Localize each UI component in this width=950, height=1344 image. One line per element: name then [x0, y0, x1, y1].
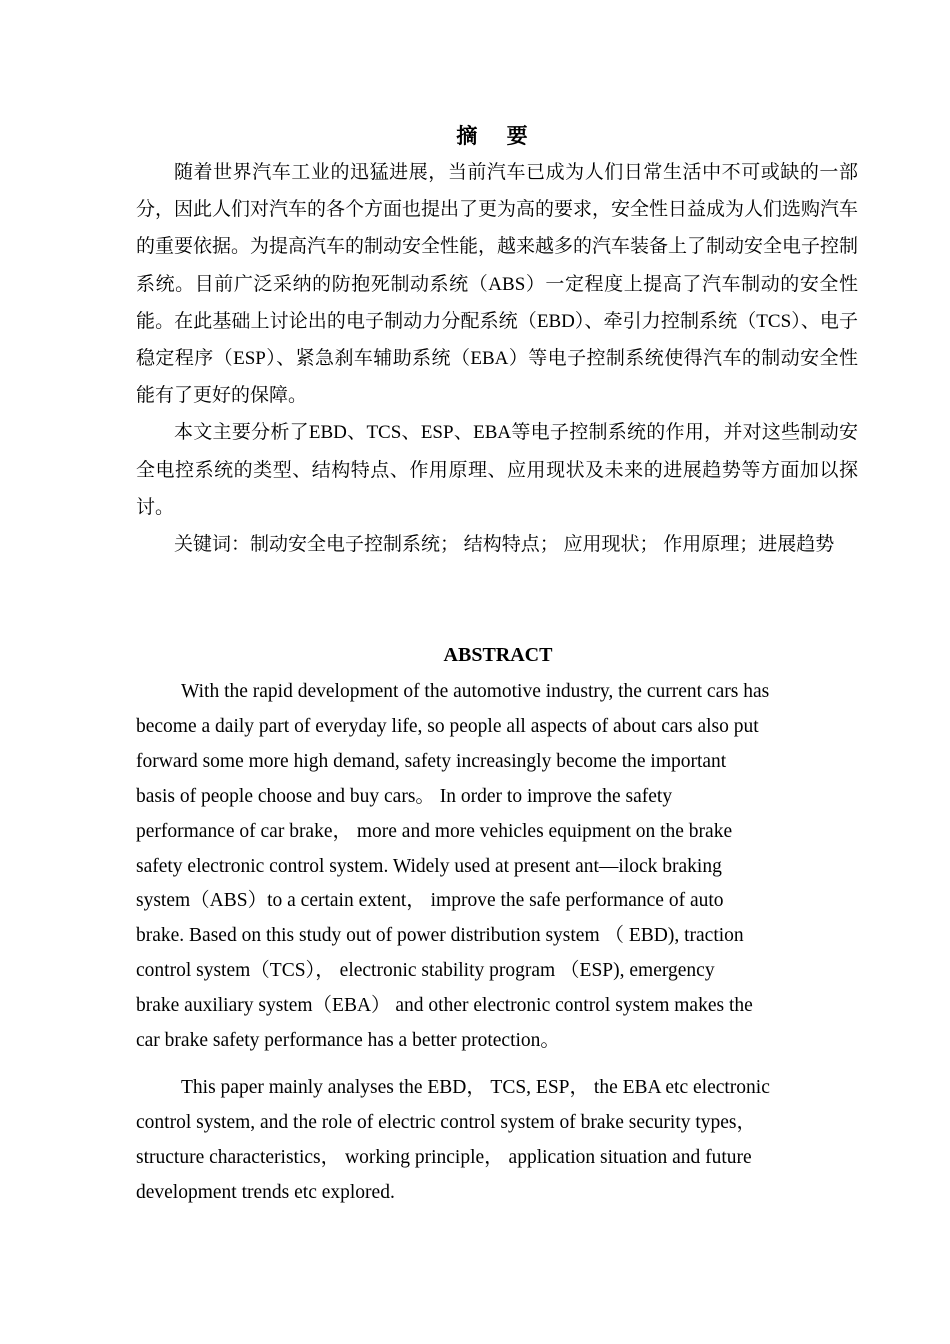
text-line: brake auxiliary system（EBA） and other electronic control system makes the	[136, 995, 753, 1017]
english-abstract-title: ABSTRACT	[443, 644, 553, 666]
text-line: system（ABS）to a certain extent， improve the safe performance of auto	[136, 890, 724, 912]
text-line: development trends etc explored.	[136, 1181, 395, 1203]
chinese-abstract-paragraph: 本文主要分析了EBD、TCS、ESP、EBA等电子控制系统的作用，并对这些制动安全电控系统的类型、结构特点、作用原理、应用现状及未来的进展趋势等方面加以探讨。	[136, 422, 858, 518]
text-line: brake. Based on this study out of power distribution system （ EBD), traction	[136, 925, 744, 947]
chinese-abstract-paragraph: 随着世界汽车工业的迅猛进展，当前汽车已成为人们日常生活中不可或缺的一部分，因此人们对汽车的各个方面也提出了更为高的要求，安全性日益成为人们选购汽车的重要依据。为提高汽车的制动安全性能，越来越多的汽车装备上了制动安全电子控制系统。目前广泛采纳的防抱死制动系统（ABS）一定程度上提高了汽车制动的安全性能。在此基础上讨论出的电子制动力分配系统（EBD）、牵引力控制系统（TCS）、电子稳定程序（ESP）、紧急刹车辅助系统（EBA）等电子控制系统使得汽车的制动安全性能有了更好的保障。	[136, 162, 859, 407]
text-line: This paper mainly analyses the EBD， TCS, ESP， the EBA etc electronic	[181, 1076, 770, 1098]
chinese-abstract-title: 摘 要	[456, 124, 540, 148]
english-abstract-paragraph-2	[136, 1071, 858, 1211]
english-abstract-paragraph-1	[136, 675, 858, 1059]
text-line: basis of people choose and buy cars。 In order to improve the safety	[136, 785, 673, 807]
text-line: become a daily part of everyday life, so people all aspects of about cars also put	[136, 715, 759, 737]
text-line: car brake safety performance has a better protection。	[136, 1030, 560, 1052]
text-line: control system, and the role of electric control system of brake security types，	[136, 1111, 757, 1133]
text-line: performance of car brake， more and more vehicles equipment on the brake	[136, 820, 733, 842]
text-line: control system（TCS）， electronic stability program （ESP), emergency	[136, 960, 715, 982]
english-abstract-body	[136, 675, 858, 1211]
text-line: safety electronic control system. Widely used at present ant—ilock braking	[136, 855, 722, 877]
text-line: With the rapid development of the automotive industry, the current cars has	[181, 681, 770, 702]
text-line: structure characteristics， working principle， application situation and future	[136, 1146, 752, 1168]
chinese-abstract-body	[136, 154, 858, 563]
text-line: forward some more high demand, safety increasingly become the important	[136, 750, 727, 772]
chinese-keywords: 关键词：制动安全电子控制系统； 结构特点； 应用现状； 作用原理；进展趋势	[174, 534, 835, 556]
